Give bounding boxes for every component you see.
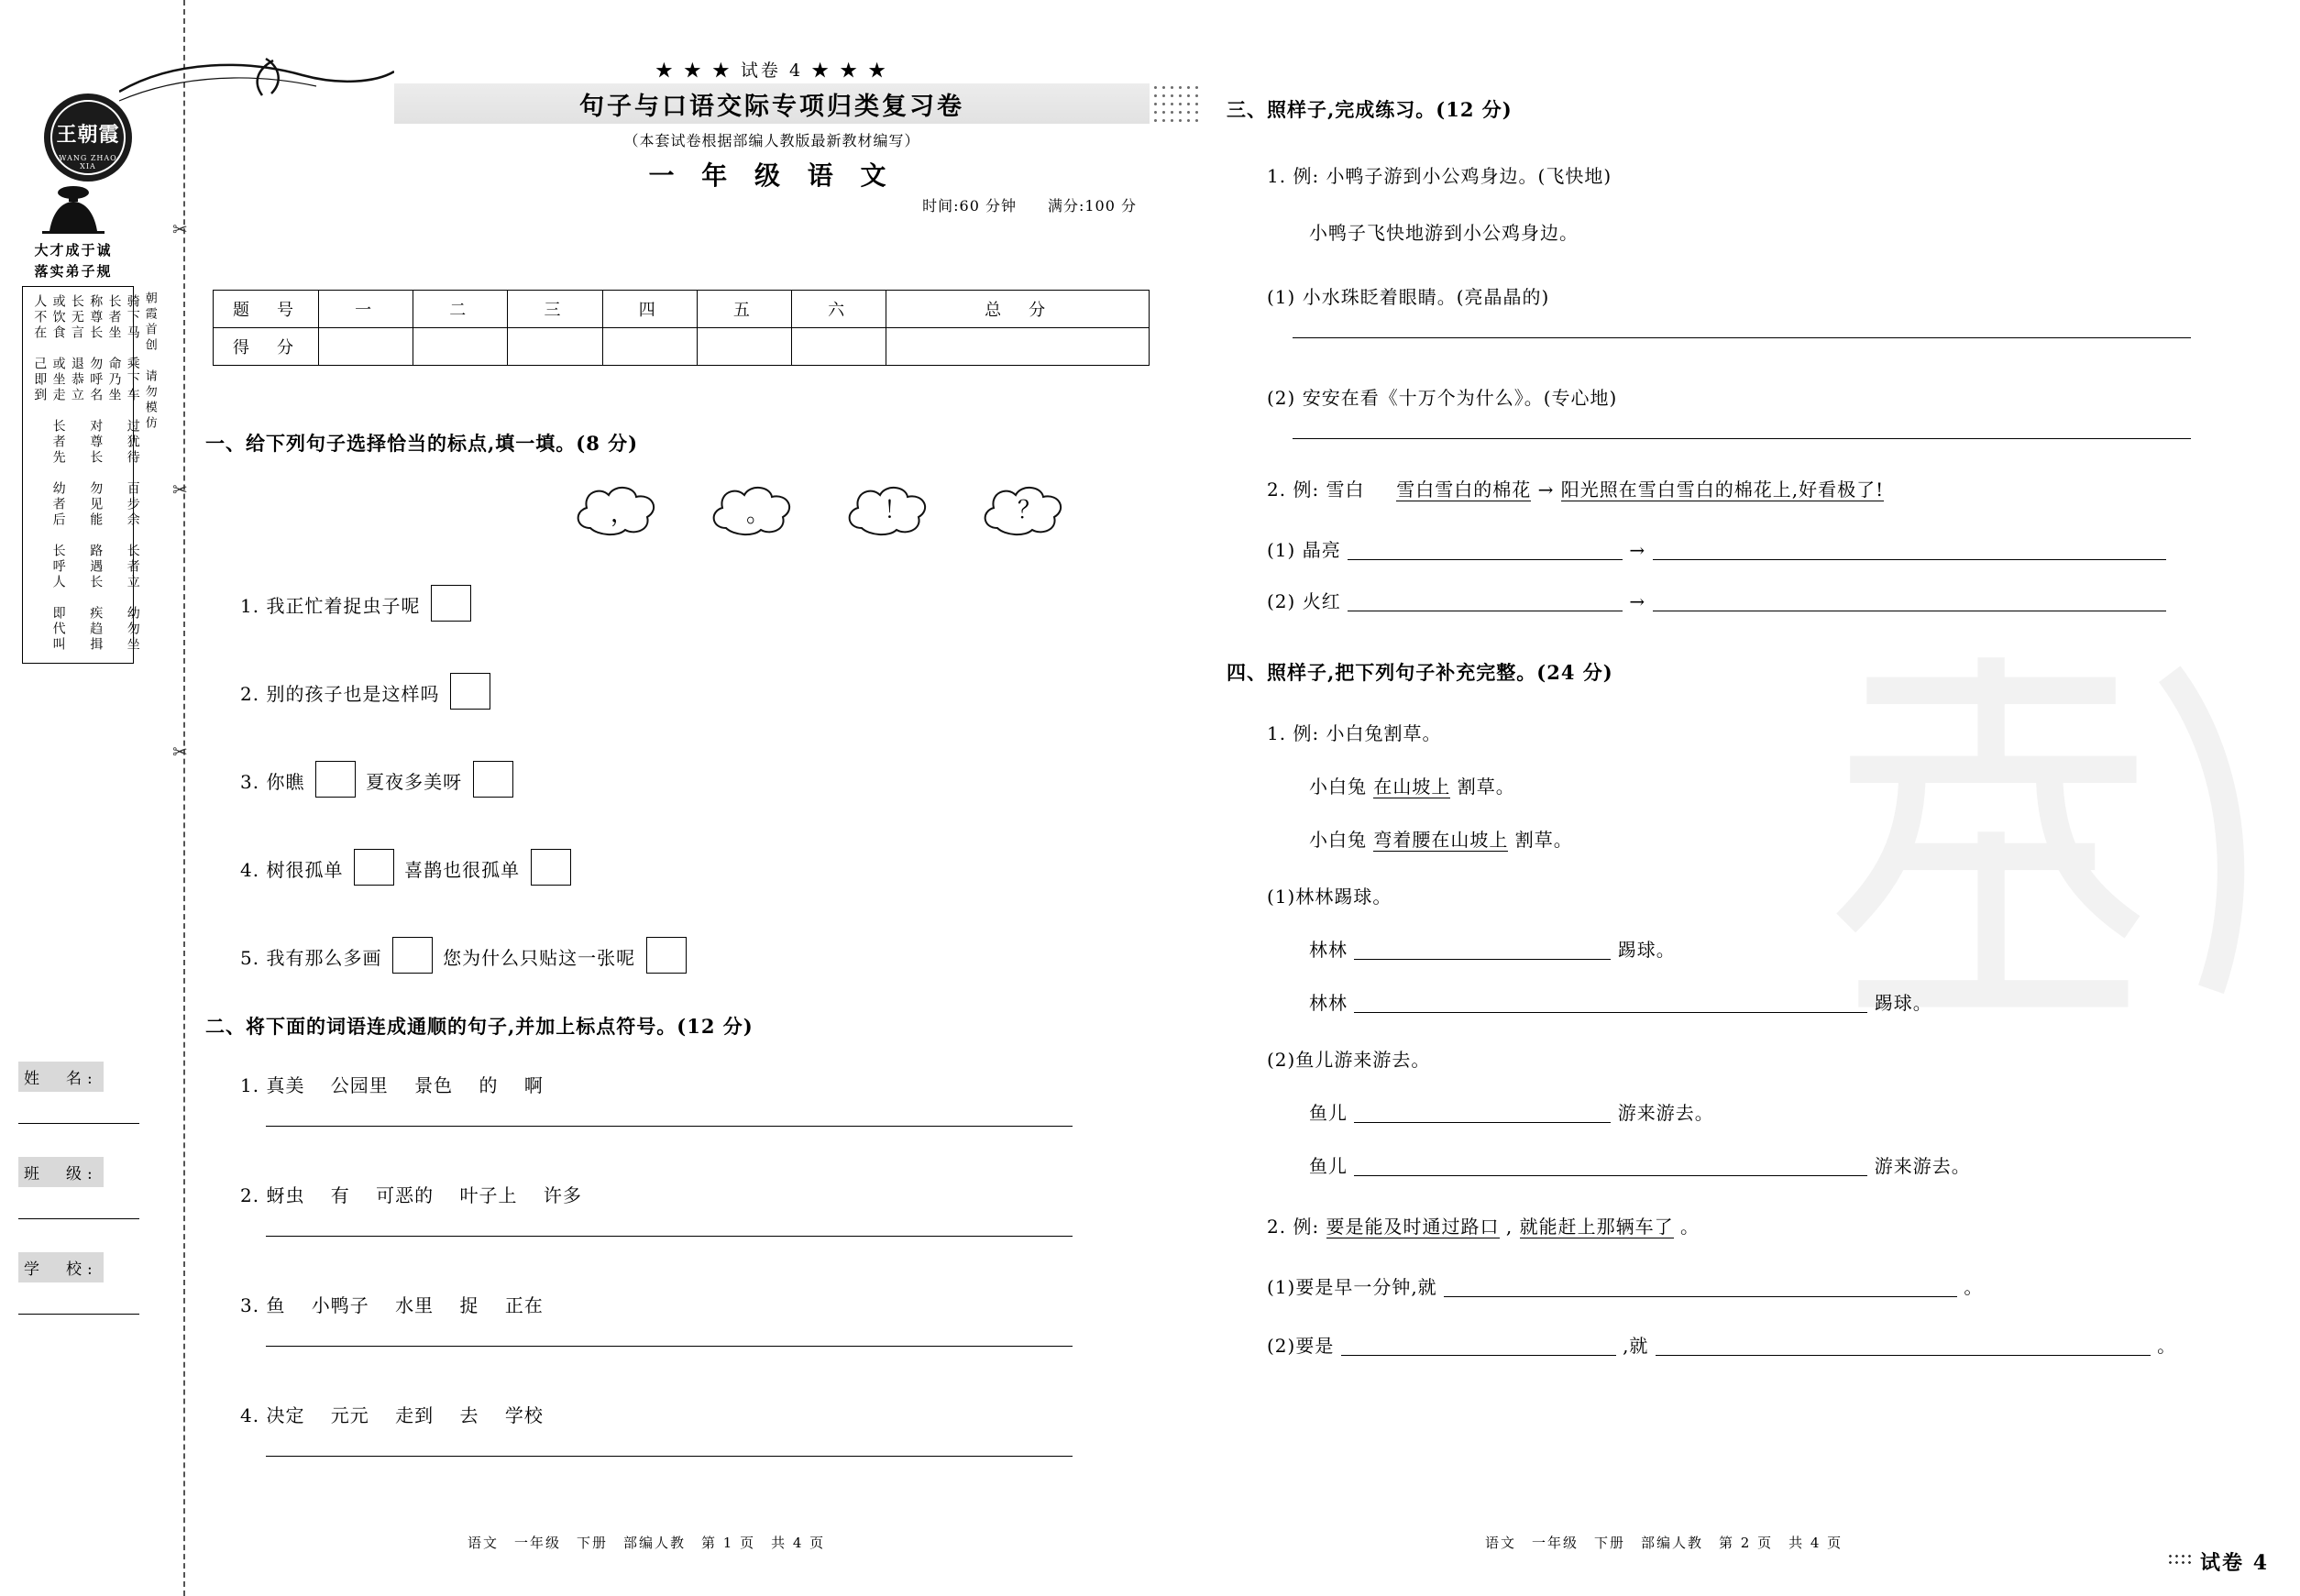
s3-q2-sub-2-word: 火红	[1302, 590, 1341, 612]
s4-q1-sub-2-line-2	[1309, 1151, 1971, 1178]
s2-item-4-words: 决定 元元 走到 去 学校	[266, 1404, 544, 1426]
s1-item-4-answer-box-1[interactable]	[354, 849, 394, 886]
s3-q2-sub-1-line-a[interactable]	[1348, 535, 1623, 560]
score-row-label-2: 得 分	[214, 328, 319, 366]
s4-q1-sub-1-line-1-prefix: 林林	[1309, 939, 1348, 961]
scissors-icon-mid: ✂	[172, 479, 188, 501]
s4-q1-line-3-a: 小白兔	[1309, 829, 1367, 851]
s4-q2-sub-1-blank[interactable]	[1444, 1272, 1957, 1297]
scissors-icon-top: ✂	[172, 218, 188, 240]
s1-item-1-answer-box[interactable]	[431, 585, 471, 622]
s2-item-3-answer-line[interactable]	[266, 1346, 1073, 1347]
student-class-label: 班 级:	[18, 1157, 104, 1187]
s3-q2-mid: 雪白雪白的棉花	[1396, 479, 1532, 501]
s4-q1-line-3-u: 弯着腰在山坡上	[1373, 829, 1509, 851]
mark-exclamation: ！	[884, 497, 908, 524]
s4-q1-line-2-b: 割草。	[1457, 776, 1515, 798]
s4-q1-sub-2-line-1	[1309, 1098, 1714, 1125]
exam-time-score: 时间:60 分钟 满分:100 分	[922, 197, 1137, 215]
s1-item-1-text: 我正忙着捉虫子呢	[266, 595, 421, 617]
s3-q1-sub-2-no: (2)	[1267, 387, 1296, 409]
s4-q2-example	[1267, 1212, 1700, 1238]
s1-item-3-text-b: 夏夜多美呀	[366, 771, 463, 793]
s4-q1-line-2-a: 小白兔	[1309, 776, 1367, 798]
s1-item-2-no: 2.	[240, 683, 260, 705]
footer-left: 语文 一年级 下册 部编人教 第 1 页 共 4 页	[468, 1535, 826, 1551]
s2-item-3	[240, 1291, 544, 1317]
s4-q2-label: 2. 例:	[1267, 1216, 1320, 1238]
s4-q2-sub-1-end: 。	[1964, 1276, 1984, 1298]
s1-item-2-text: 别的孩子也是这样吗	[266, 683, 440, 705]
s4-q2-sub-2-mid: ,就	[1623, 1335, 1649, 1357]
s1-item-5-answer-box-1[interactable]	[392, 937, 433, 974]
s4-q1-sub-1-line-2-blank[interactable]	[1354, 988, 1867, 1013]
exam-subtitle: （本套试卷根据部编人教版最新教材编写）	[623, 132, 920, 149]
brand-motto	[11, 240, 136, 281]
dizigui-col-3: 或饮食 或坐走 长者先 幼者后 长呼人 即代叫 人不在 己即到	[32, 294, 66, 668]
s1-item-1	[240, 585, 475, 622]
s4-q1-sub-2-line-1-blank[interactable]	[1354, 1098, 1611, 1123]
student-school-field[interactable]	[18, 1252, 139, 1315]
s4-q1-sub-2-line-2-prefix: 鱼儿	[1309, 1155, 1348, 1177]
s3-q2-sub-2-arrow: →	[1629, 590, 1646, 612]
score-cell-1-total: 总 分	[886, 291, 1150, 328]
student-class-input[interactable]	[18, 1187, 139, 1219]
s4-q1-line-1: 小白兔割草。	[1326, 722, 1442, 744]
s1-item-5-answer-box-2[interactable]	[646, 937, 687, 974]
s3-q1-sub-2-text: 安安在看《十万个为什么》。(专心地)	[1302, 387, 1618, 409]
left-margin-strip	[0, 0, 183, 1596]
s3-q2-example	[1267, 475, 1884, 501]
s1-item-3-no: 3.	[240, 771, 260, 793]
paper-tag	[2167, 1547, 2269, 1576]
s2-item-1-words: 真美 公园里 景色 的 啊	[266, 1074, 544, 1096]
student-class-field[interactable]	[18, 1157, 139, 1219]
s4-q2-sub-2	[1267, 1331, 2176, 1358]
s4-q1-sub-1-line-2-prefix: 林林	[1309, 992, 1348, 1014]
s4-q2-sub-2-blank-1[interactable]	[1341, 1331, 1616, 1356]
dizigui-col-1: 骑下马 乘下车 过犹待 百步余 长者立 幼勿坐 长者坐 命乃坐	[106, 294, 140, 668]
s3-q2-sub-1-arrow: →	[1629, 539, 1646, 561]
s1-item-4-text-b: 喜鹊也很孤单	[404, 859, 521, 881]
s3-q2-sub-1	[1267, 535, 2166, 562]
student-name-label: 姓 名:	[18, 1062, 104, 1092]
mark-question: ？	[1018, 497, 1042, 524]
s3-q2-word: 雪白	[1326, 479, 1365, 501]
section-1-heading: 一、给下列句子选择恰当的标点,填一填。(8 分)	[205, 432, 639, 455]
s4-q2-text-d: 。	[1679, 1216, 1700, 1238]
section-3-heading: 三、照样子,完成练习。(12 分)	[1227, 98, 1513, 121]
student-name-input[interactable]	[18, 1092, 139, 1124]
scholar-icon	[31, 180, 116, 235]
s4-q1-example	[1267, 719, 1442, 745]
student-school-label: 学 校:	[18, 1252, 104, 1282]
s3-q1-label: 1. 例:	[1267, 165, 1320, 187]
section-2-heading: 二、将下面的词语连成通顺的句子,并加上标点符号。(12 分)	[205, 1015, 754, 1038]
s2-item-2-no: 2.	[240, 1184, 260, 1206]
mark-comma: ，	[611, 501, 635, 528]
dizigui-caption: 朝霞首创 请勿模仿	[142, 292, 157, 432]
s2-item-1-answer-line[interactable]	[266, 1126, 1073, 1127]
s4-q2-sub-2-end: 。	[2157, 1335, 2177, 1357]
student-school-input[interactable]	[18, 1282, 139, 1315]
s1-item-2	[240, 673, 494, 710]
s4-q1-sub-1-line-1	[1309, 935, 1676, 962]
s4-q1-line-3	[1309, 825, 1573, 852]
s1-item-5-no: 5.	[240, 947, 260, 969]
s2-item-4-answer-line[interactable]	[266, 1456, 1073, 1457]
s4-q1-sub-1-line-2-suffix: 踢球。	[1874, 992, 1932, 1014]
s4-q1-sub-1-line-1-suffix: 踢球。	[1617, 939, 1676, 961]
s4-q1-line-2-u: 在山坡上	[1373, 776, 1451, 798]
s3-q2-sub-1-no: (1)	[1267, 539, 1296, 561]
s3-q2-label: 2. 例:	[1267, 479, 1320, 501]
s4-q2-text-c: 就能赶上那辆车了	[1519, 1216, 1674, 1238]
s4-q1-sub-2-line-1-suffix: 游来游去。	[1617, 1102, 1714, 1124]
paper-tag-dots-icon	[2167, 1553, 2195, 1568]
dizigui-box	[22, 286, 140, 668]
paper-number: ★ ★ ★ 试卷 4 ★ ★ ★	[655, 61, 889, 81]
motto-line-2: 落实弟子规	[34, 262, 113, 280]
s3-q1-sub-1	[1267, 282, 1549, 309]
score-row-label-1: 题 号	[214, 291, 319, 328]
s4-q2-sub-1	[1267, 1272, 1983, 1299]
s1-item-5-text-b: 您为什么只贴这一张呢	[443, 947, 636, 969]
s4-q1-sub-1-prompt: (1)林林踢球。	[1267, 886, 1392, 908]
s3-q2-sub-2-line-a[interactable]	[1348, 587, 1623, 611]
s2-item-2	[240, 1181, 582, 1207]
score-cell-1-5: 五	[697, 291, 791, 328]
s4-q2-sub-1-prefix: (1)要是早一分钟,就	[1267, 1276, 1437, 1298]
s1-item-2-answer-box[interactable]	[450, 673, 490, 710]
score-cell-1-4: 四	[602, 291, 697, 328]
brand-seal-en: WANG ZHAO XIA	[59, 154, 117, 171]
s4-q1-line-3-b: 割草。	[1514, 829, 1573, 851]
score-cell-1-3: 三	[508, 291, 602, 328]
s4-q1-sub-1-line-2	[1309, 988, 1932, 1015]
scissors-icon-bottom: ✂	[172, 741, 188, 763]
s4-q1-sub-1-line-1-blank[interactable]	[1354, 935, 1611, 960]
s3-q2-sub-1-word: 晶亮	[1302, 539, 1341, 561]
exam-title: 句子与口语交际专项归类复习卷	[579, 92, 964, 121]
paper-tag-label: 试卷 4	[2200, 1551, 2269, 1575]
student-name-field[interactable]	[18, 1062, 139, 1124]
s1-item-1-no: 1.	[240, 595, 260, 617]
s1-item-3	[240, 761, 517, 798]
s3-q1-example-text: 小鸭子游到小公鸡身边。(飞快地)	[1326, 165, 1612, 187]
score-cell-1-6: 六	[792, 291, 886, 328]
s3-q2-end: 阳光照在雪白雪白的棉花上,好看极了!	[1560, 479, 1885, 501]
s2-item-2-words: 蚜虫 有 可恶的 叶子上 许多	[266, 1184, 582, 1206]
s3-q1-example	[1267, 161, 1612, 188]
watermark-seal	[1797, 633, 2300, 1027]
s3-q1-sub-1-text: 小水珠眨着眼睛。(亮晶晶的)	[1302, 286, 1550, 308]
brand-seal-cn: 王朝霞	[56, 123, 120, 147]
s1-item-3-answer-box-2[interactable]	[473, 761, 513, 798]
s3-q2-sub-2-no: (2)	[1267, 590, 1296, 612]
dizigui-col-2: 称尊长 勿呼名 对尊长 勿见能 路遇长 疾趋揖 长无言 退恭立	[69, 294, 104, 668]
mark-period: 。	[746, 501, 771, 528]
s3-q2-sub-2	[1267, 587, 2166, 613]
motto-line-1: 大才成于诚	[34, 242, 113, 259]
s4-q2-text-b: ,	[1505, 1216, 1513, 1238]
s4-q2-sub-2-blank-2[interactable]	[1656, 1331, 2151, 1356]
s1-item-5-text-a: 我有那么多画	[266, 947, 382, 969]
s3-q1-sub-2	[1267, 383, 1617, 410]
s4-q1-sub-2-line-2-blank[interactable]	[1354, 1151, 1867, 1176]
s3-q1-answer: 小鸭子飞快地游到小公鸡身边。	[1309, 222, 1579, 244]
s4-q1-sub-2-line-2-suffix: 游来游去。	[1874, 1155, 1971, 1177]
footer-right: 语文 一年级 下册 部编人教 第 2 页 共 4 页	[1485, 1535, 1843, 1551]
s4-q1-label: 1. 例:	[1267, 722, 1320, 744]
s2-item-1-no: 1.	[240, 1074, 260, 1096]
s2-item-1	[240, 1071, 544, 1097]
s4-q1-sub-2-line-1-prefix: 鱼儿	[1309, 1102, 1348, 1124]
s2-item-3-words: 鱼 小鸭子 水里 捉 正在	[266, 1294, 544, 1316]
s1-item-4-no: 4.	[240, 859, 260, 881]
s2-item-4-no: 4.	[240, 1404, 260, 1426]
s4-q1-line-2	[1309, 772, 1515, 798]
section-4-heading: 四、照样子,把下列句子补充完整。(24 分)	[1227, 661, 1613, 684]
s3-q1-sub-1-no: (1)	[1267, 286, 1296, 308]
s3-q2-arrow: →	[1537, 479, 1555, 501]
right-column	[1219, 0, 2273, 1596]
s1-item-5	[240, 937, 690, 974]
s1-item-4-text-a: 树很孤单	[266, 859, 344, 881]
score-cell-1-2: 二	[413, 291, 508, 328]
s1-item-4	[240, 849, 575, 886]
s4-q2-text-a: 要是能及时通过路口	[1326, 1216, 1500, 1238]
s4-q1-sub-2-prompt: (2)鱼儿游来游去。	[1267, 1049, 1431, 1071]
s2-item-4	[240, 1401, 544, 1427]
s3-q1-sub-2-answer-line[interactable]	[1293, 438, 2191, 439]
s4-q2-sub-2-prefix: (2)要是	[1267, 1335, 1335, 1357]
s3-q2-sub-2-line-b[interactable]	[1653, 587, 2166, 611]
s2-item-2-answer-line[interactable]	[266, 1236, 1073, 1237]
s1-item-4-answer-box-2[interactable]	[531, 849, 571, 886]
exam-grade-subject: 一 年 级 语 文	[648, 160, 896, 191]
left-column	[193, 0, 1210, 1596]
s3-q1-sub-1-answer-line[interactable]	[1293, 337, 2191, 338]
s1-item-3-answer-box-1[interactable]	[315, 761, 356, 798]
score-cell-1-1: 一	[319, 291, 413, 328]
s3-q2-sub-1-line-b[interactable]	[1653, 535, 2166, 560]
s2-item-3-no: 3.	[240, 1294, 260, 1316]
s1-item-3-text-a: 你瞧	[266, 771, 305, 793]
